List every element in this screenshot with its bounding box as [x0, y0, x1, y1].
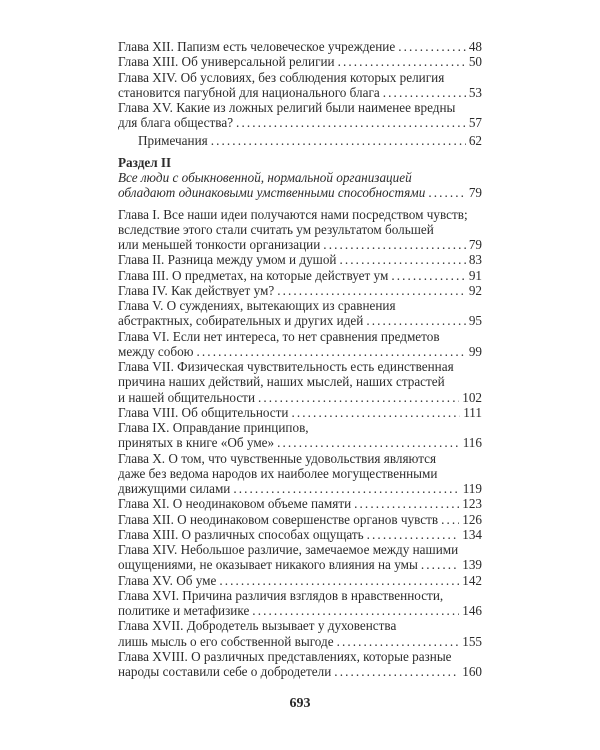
toc-entry-line: Глава V. О суждениях, вытекающих из сравнения [118, 298, 396, 313]
dot-leader [340, 252, 466, 267]
toc-page-number: 119 [462, 481, 482, 496]
toc-entry [118, 542, 482, 573]
toc-page-number: 116 [462, 435, 482, 451]
toc-page-number: 50 [468, 54, 482, 70]
toc-entry [118, 420, 482, 451]
dot-leader [258, 390, 459, 405]
toc-entry-title: Глава IV. Как действует ум? [118, 282, 275, 298]
toc-page-number: 134 [462, 526, 482, 542]
dot-leader [366, 313, 465, 328]
dot-leader [236, 115, 466, 130]
dot-leader [367, 527, 460, 542]
toc-entry [118, 512, 482, 527]
toc-entry [118, 39, 482, 54]
toc-entry-line: Глава XVII. Добродетель вызывает у духовенства [118, 618, 397, 634]
toc-entry-title: движущими силами [118, 481, 231, 496]
toc-main-list [118, 207, 482, 680]
toc-entry [118, 588, 482, 619]
toc-entry [118, 618, 482, 649]
toc-entry-title: Глава XII. Папизм есть человеческое учреждение [118, 39, 396, 54]
toc-page-number: 126 [462, 511, 482, 527]
dot-leader [428, 185, 466, 200]
toc-page-number: 111 [463, 404, 482, 420]
toc-entry [118, 54, 482, 69]
toc-page-number: 99 [468, 343, 482, 359]
dot-leader [197, 344, 466, 359]
toc-entry [118, 298, 482, 329]
toc-entry [118, 527, 482, 542]
toc-entry-title: народы составили себе о добродетели [118, 664, 332, 679]
toc-entry-line: Глава XV. Какие из ложных религий были наименее вредны [118, 100, 456, 115]
dot-leader [211, 133, 466, 148]
toc-entry [118, 252, 482, 267]
toc-top-list [118, 39, 482, 131]
toc-entry-title: лишь мысль о его собственной выгоде [118, 633, 334, 649]
dot-leader [421, 557, 459, 572]
toc-entry-line: Глава VII. Физическая чувствительность есть единственная [118, 359, 454, 374]
toc-entry [118, 100, 482, 131]
toc-entry-title: Глава XII. О неодинаковом совершенстве органов чувств [118, 511, 439, 527]
toc-entry-title: политике и метафизике [118, 603, 250, 618]
dot-leader [391, 268, 465, 283]
table-of-contents [118, 39, 482, 679]
toc-page-number: 95 [468, 313, 482, 329]
toc-page-number: 139 [462, 557, 482, 573]
toc-entry [118, 573, 482, 588]
dot-leader [277, 283, 466, 298]
toc-entry [118, 451, 482, 497]
toc-page-number: 83 [468, 252, 482, 268]
toc-entry-line: Глава XVI. Причина различия взглядов в нравственности, [118, 587, 444, 603]
toc-entry-title: Глава II. Разница между умом и душой [118, 252, 337, 268]
toc-entry [118, 359, 482, 405]
page-folio: 693 [289, 696, 311, 711]
toc-entry-line: Глава XIV. Об условиях, без соблюдения которых религия [118, 69, 445, 85]
dot-leader [323, 237, 466, 252]
toc-entry-title: Глава XIII. Об универсальной религии [118, 54, 335, 70]
toc-entry-title: ощущениями, не оказывает никакого влияния на умы [118, 557, 418, 573]
dot-leader [334, 664, 459, 679]
toc-entry [118, 649, 482, 680]
toc-entry-notes [118, 133, 482, 148]
toc-page-number: 62 [468, 132, 482, 148]
toc-entry [118, 496, 482, 511]
toc-entry-title: абстрактных, собирательных и других идей [118, 313, 364, 329]
toc-entry-title: Глава III. О предметах, на которые действует ум [118, 267, 389, 283]
dot-leader [398, 39, 466, 54]
dot-leader [441, 512, 459, 527]
dot-leader [338, 54, 466, 69]
toc-page-number: 123 [462, 496, 482, 512]
section-title: Раздел II [118, 154, 172, 170]
toc-entry-title: для блага общества? [118, 115, 234, 131]
toc-entry-line: даже без ведома народов их наиболее могущественными [118, 465, 438, 481]
toc-entry [118, 268, 482, 283]
dot-leader [233, 481, 459, 496]
dot-leader [354, 496, 459, 511]
toc-entry [118, 283, 482, 298]
toc-page-number: 91 [468, 267, 482, 283]
toc-entry-title: Примечания [138, 132, 208, 148]
dot-leader [337, 634, 460, 649]
dot-leader [383, 85, 466, 100]
dot-leader [277, 435, 460, 450]
toc-entry-title: и нашей общительности [118, 389, 256, 405]
section-subtitle-last: обладают одинаковыми умственными способностями [118, 185, 426, 201]
toc-page-number: 160 [462, 664, 482, 679]
toc-entry-line: Глава VI. Если нет интереса, то нет сравнения предметов [118, 328, 440, 344]
toc-page-number: 57 [468, 115, 482, 131]
toc-entry-line: Глава X. О том, что чувственные удовольствия являются [118, 450, 437, 466]
toc-page-number: 53 [468, 84, 482, 100]
toc-entry-title: принятых в книге «Об уме» [118, 435, 275, 451]
toc-page-number: 146 [462, 603, 482, 618]
toc-entry-line: причина наших действий, наших мыслей, наших страстей [118, 374, 445, 390]
toc-page-number: 142 [462, 572, 482, 588]
toc-entry [118, 329, 482, 360]
dot-leader [291, 405, 460, 420]
toc-entry-title: Глава VIII. Об общительности [118, 404, 289, 420]
toc-entry [118, 70, 482, 101]
toc-entry-title: Глава XIII. О различных способах ощущать [118, 526, 364, 542]
dot-leader [252, 603, 459, 618]
toc-entry-title: Глава XV. Об уме [118, 572, 217, 588]
toc-entry-title: Глава XI. О неодинаковом объеме памяти [118, 496, 352, 512]
toc-entry-line: Глава IX. Оправдание принципов, [118, 420, 309, 435]
toc-entry-title: между собою [118, 343, 194, 359]
toc-entry-line: Глава XIV. Небольшое различие, замечаемое между нашими [118, 542, 459, 557]
toc-entry-title: становится пагубной для национального блага [118, 84, 380, 100]
toc-page-number: 92 [468, 282, 482, 298]
section-subtitle-line: Все люди с обыкновенной, нормальной организацией [118, 170, 412, 185]
toc-page-number: 48 [468, 39, 482, 54]
toc-entry-line: вследствие этого стали считать ум результатом большей [118, 221, 434, 237]
toc-entry-line: Глава XVIII. О различных представлениях, которые разные [118, 648, 452, 664]
toc-entry-title: или меньшей тонкости организации [118, 237, 321, 252]
section-heading [118, 155, 482, 201]
toc-page-number: 155 [462, 633, 482, 649]
toc-page-number: 79 [468, 185, 482, 201]
toc-page-number: 79 [468, 237, 482, 252]
dot-leader [219, 573, 459, 588]
toc-entry [118, 405, 482, 420]
toc-page-number: 102 [462, 389, 482, 405]
toc-entry [118, 207, 482, 253]
toc-entry-line: Глава I. Все наши идеи получаются нами посредством чувств; [118, 206, 468, 222]
